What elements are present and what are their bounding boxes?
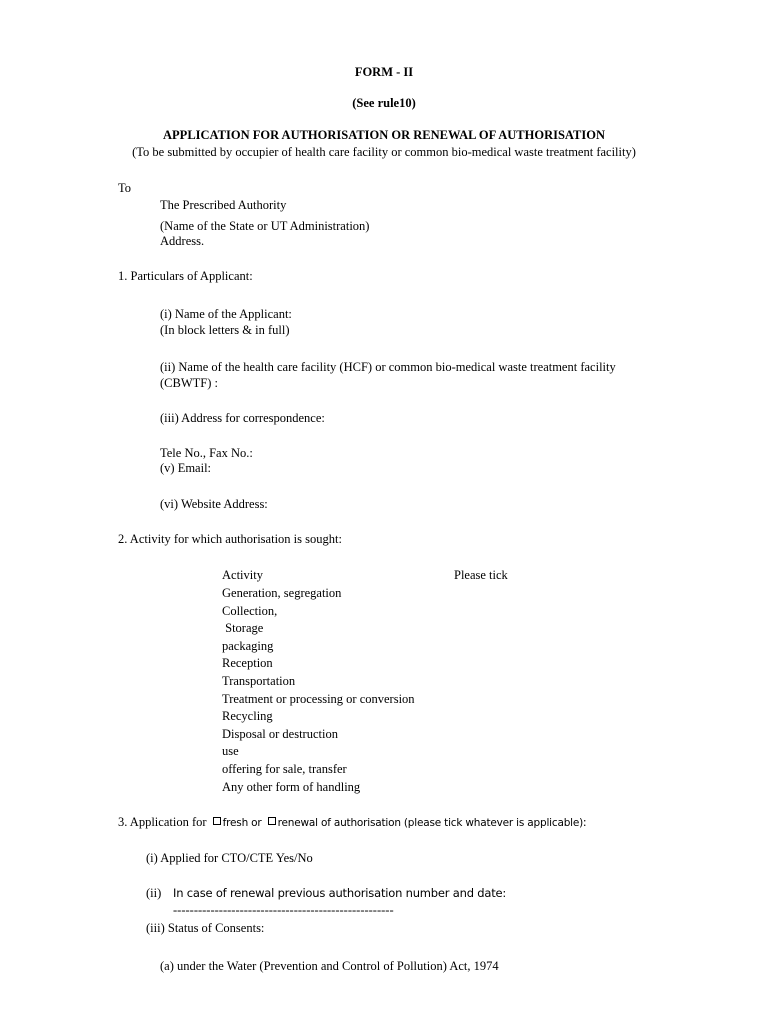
activity-item: offering for sale, transfer: [222, 761, 347, 776]
facility-name-cont: (CBWTF) :: [160, 376, 218, 390]
activity-item: Disposal or destruction: [222, 726, 338, 741]
address-line-3: Address.: [160, 234, 205, 248]
renewal-fill-line: -----------------------------------------------------: [173, 903, 394, 917]
activity-item: Transportation: [222, 673, 296, 688]
section-3-heading: [118, 814, 587, 832]
subtitle: (To be submitted by occupier of health care facility or common bio-medical waste treatment facility): [132, 145, 636, 159]
rule-reference: (See rule10): [352, 96, 416, 110]
renewal-item-number: (ii): [146, 886, 162, 900]
email-label: (v) Email:: [160, 461, 212, 475]
activity-item: Storage: [222, 621, 264, 636]
renewal-checkbox-icon[interactable]: [268, 817, 276, 825]
section-3-suffix: :: [583, 815, 587, 829]
address-line-1: The Prescribed Authority: [160, 198, 287, 212]
applicant-name-note: (In block letters & in full): [160, 323, 290, 337]
tele-fax-label: Tele No., Fax No.:: [160, 446, 253, 460]
fresh-checkbox-icon[interactable]: [213, 817, 221, 825]
form-title: FORM - II: [354, 65, 414, 79]
fresh-option-label: fresh or: [222, 817, 265, 829]
activity-item: Any other form of handling: [222, 779, 361, 794]
website-label: (vi) Website Address:: [160, 497, 268, 511]
section-1-heading: 1. Particulars of Applicant:: [118, 269, 253, 283]
activity-item: Generation, segregation: [222, 586, 342, 600]
correspondence-address-label: (iii) Address for correspondence:: [160, 411, 325, 425]
activity-item: packaging: [222, 638, 274, 653]
activity-item: Recycling: [222, 709, 273, 724]
tick-column-header: Please tick: [454, 568, 508, 582]
water-act-label: (a) under the Water (Prevention and Control of Pollution) Act, 1974: [160, 959, 499, 973]
activity-item: Reception: [222, 656, 273, 671]
cto-cte-label: (i) Applied for CTO/CTE Yes/No: [146, 851, 313, 865]
renewal-previous-auth-label: In case of renewal previous authorisation number and date:: [173, 886, 507, 900]
address-line-2: (Name of the State or UT Administration): [160, 219, 370, 233]
renewal-option-label: renewal of authorisation (please tick whatever is applicable): [277, 817, 584, 829]
activity-item: Treatment or processing or conversion: [222, 691, 415, 706]
facility-name-label: (ii) Name of the health care facility (HCF) or common bio-medical waste treatment facility: [160, 360, 616, 374]
applicant-name-label: (i) Name of the Applicant:: [160, 307, 292, 321]
to-label: To: [118, 181, 132, 195]
section-2-heading: 2. Activity for which authorisation is sought:: [118, 532, 342, 546]
activity-item: use: [222, 744, 239, 759]
activity-item: Collection,: [222, 603, 278, 618]
activity-column-header: Activity: [222, 568, 263, 582]
section-3-prefix: 3. Application for: [118, 815, 210, 829]
activity-list: [222, 585, 415, 796]
consent-status-label: (iii) Status of Consents:: [146, 921, 265, 935]
main-title: APPLICATION FOR AUTHORISATION OR RENEWAL OF AUTHORISATION: [163, 128, 605, 142]
